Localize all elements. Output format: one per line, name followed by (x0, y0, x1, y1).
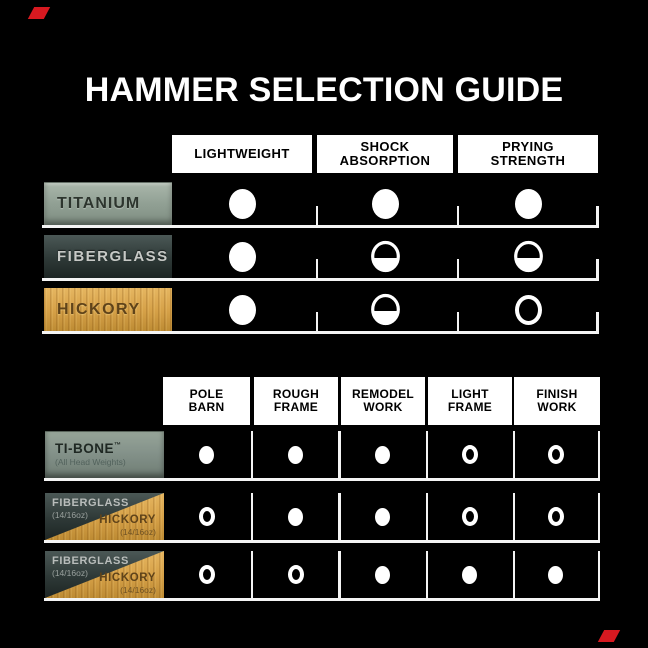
row-label: TITANIUM (57, 195, 141, 212)
rating-full-circle-icon (375, 566, 390, 584)
column-header-text: FRAME (447, 400, 493, 414)
page-title: HAMMER SELECTION GUIDE (84, 71, 564, 109)
column-header-text: REMODEL (351, 386, 415, 401)
cell-divider (598, 431, 601, 481)
rating-full-circle-icon (375, 446, 390, 464)
rating-open-circle-icon (199, 565, 215, 584)
column-header-text: STRENGTH (490, 153, 566, 168)
column-header-text: ROUGH (272, 386, 320, 401)
rating-full-circle-icon (375, 508, 390, 526)
rating-open-circle-icon (288, 565, 304, 584)
cell-divider (426, 551, 429, 601)
row-bottom-border (44, 598, 600, 601)
cell-divider (251, 551, 254, 601)
row-label (55, 441, 121, 456)
column-header (317, 135, 453, 173)
column-header-text: SHOCK (360, 139, 410, 154)
row-baseline (42, 331, 598, 334)
column-divider-tick (316, 259, 319, 281)
row-label-bar-fiberglass-hickory (45, 493, 164, 540)
rating-full-circle-icon (229, 189, 256, 219)
row-label: HICKORY (57, 300, 141, 318)
row-sublabel-top: (14/16oz) (52, 568, 88, 578)
column-header-text: FINISH (536, 386, 578, 401)
rating-half-circle-icon (370, 293, 401, 326)
row-label-bottom: HICKORY (99, 572, 156, 584)
column-header-text: LIGHTWEIGHT (194, 146, 290, 161)
column-header-text: LIGHT (451, 386, 489, 401)
column-divider-tick (596, 259, 599, 281)
column-divider-tick (316, 206, 319, 228)
rating-half-circle-icon (370, 240, 401, 273)
column-header (458, 135, 598, 173)
rating-full-circle-icon (548, 566, 563, 584)
rating-full-circle-icon (288, 446, 303, 464)
rating-full-circle-icon (199, 446, 214, 464)
row-baseline (42, 278, 598, 281)
row-bottom-border (44, 478, 600, 481)
trademark-symbol: ™ (114, 442, 121, 449)
row-label-bottom: HICKORY (99, 514, 156, 526)
cell-divider (426, 493, 429, 543)
row-label-text: TI-BONE (55, 441, 114, 456)
cell-divider (598, 551, 601, 601)
column-divider-tick (457, 259, 460, 281)
cell-divider (426, 431, 429, 481)
cell-divider (513, 551, 516, 601)
column-divider-tick (596, 312, 599, 334)
row-label: FIBERGLASS (57, 248, 169, 265)
corner-accent-bottom-right (598, 630, 620, 642)
row-sublabel-top: (14/16oz) (52, 510, 88, 520)
column-header (341, 377, 425, 425)
cell-divider (513, 431, 516, 481)
rating-full-circle-icon (462, 566, 477, 584)
column-header-text: WORK (537, 400, 577, 414)
column-header-text: WORK (363, 400, 403, 414)
column-header (514, 377, 600, 425)
row-baseline (42, 225, 598, 228)
rating-open-circle-icon (548, 445, 564, 464)
column-header (428, 377, 512, 425)
column-header-text: POLE (189, 386, 224, 401)
column-header-text: FRAME (273, 400, 319, 414)
cell-divider (338, 431, 341, 481)
row-sublabel-bottom: (14/16oz) (120, 585, 156, 595)
row-sublabel-bottom: (14/16oz) (120, 527, 156, 537)
column-header-text: PRYING (502, 139, 554, 154)
rating-half-circle-icon (513, 240, 544, 273)
row-label-bar-titanium (44, 182, 172, 225)
column-divider-tick (457, 312, 460, 334)
row-label-top: FIBERGLASS (52, 555, 129, 567)
rating-full-circle-icon (515, 189, 542, 219)
corner-accent-top-left (28, 7, 50, 19)
row-label-top: FIBERGLASS (52, 497, 129, 509)
cell-divider (338, 493, 341, 543)
cell-divider (251, 431, 254, 481)
column-header (163, 377, 250, 425)
column-header (172, 135, 312, 173)
rating-full-circle-icon (372, 189, 399, 219)
row-label-bar-fiberglass (44, 235, 172, 278)
rating-open-circle-icon (199, 507, 215, 526)
column-header (254, 377, 338, 425)
row-label-bar-hickory (44, 288, 172, 331)
rating-open-circle-icon (462, 507, 478, 526)
column-divider-tick (596, 206, 599, 228)
rating-full-circle-icon (229, 295, 256, 325)
row-label-bar-fiberglass-hickory (45, 551, 164, 598)
rating-full-circle-icon (229, 242, 256, 272)
cell-divider (513, 493, 516, 543)
row-sublabel: (All Head Weights) (55, 457, 126, 467)
cell-divider (338, 551, 341, 601)
column-header-text: BARN (188, 400, 225, 414)
column-divider-tick (316, 312, 319, 334)
rating-full-circle-icon (288, 508, 303, 526)
rating-open-circle-icon (515, 295, 542, 325)
row-bottom-border (44, 540, 600, 543)
column-divider-tick (457, 206, 460, 228)
cell-divider (251, 493, 254, 543)
row-label-bar-tibone (45, 431, 164, 478)
rating-open-circle-icon (548, 507, 564, 526)
rating-open-circle-icon (462, 445, 478, 464)
cell-divider (598, 493, 601, 543)
column-header-text: ABSORPTION (339, 153, 431, 168)
